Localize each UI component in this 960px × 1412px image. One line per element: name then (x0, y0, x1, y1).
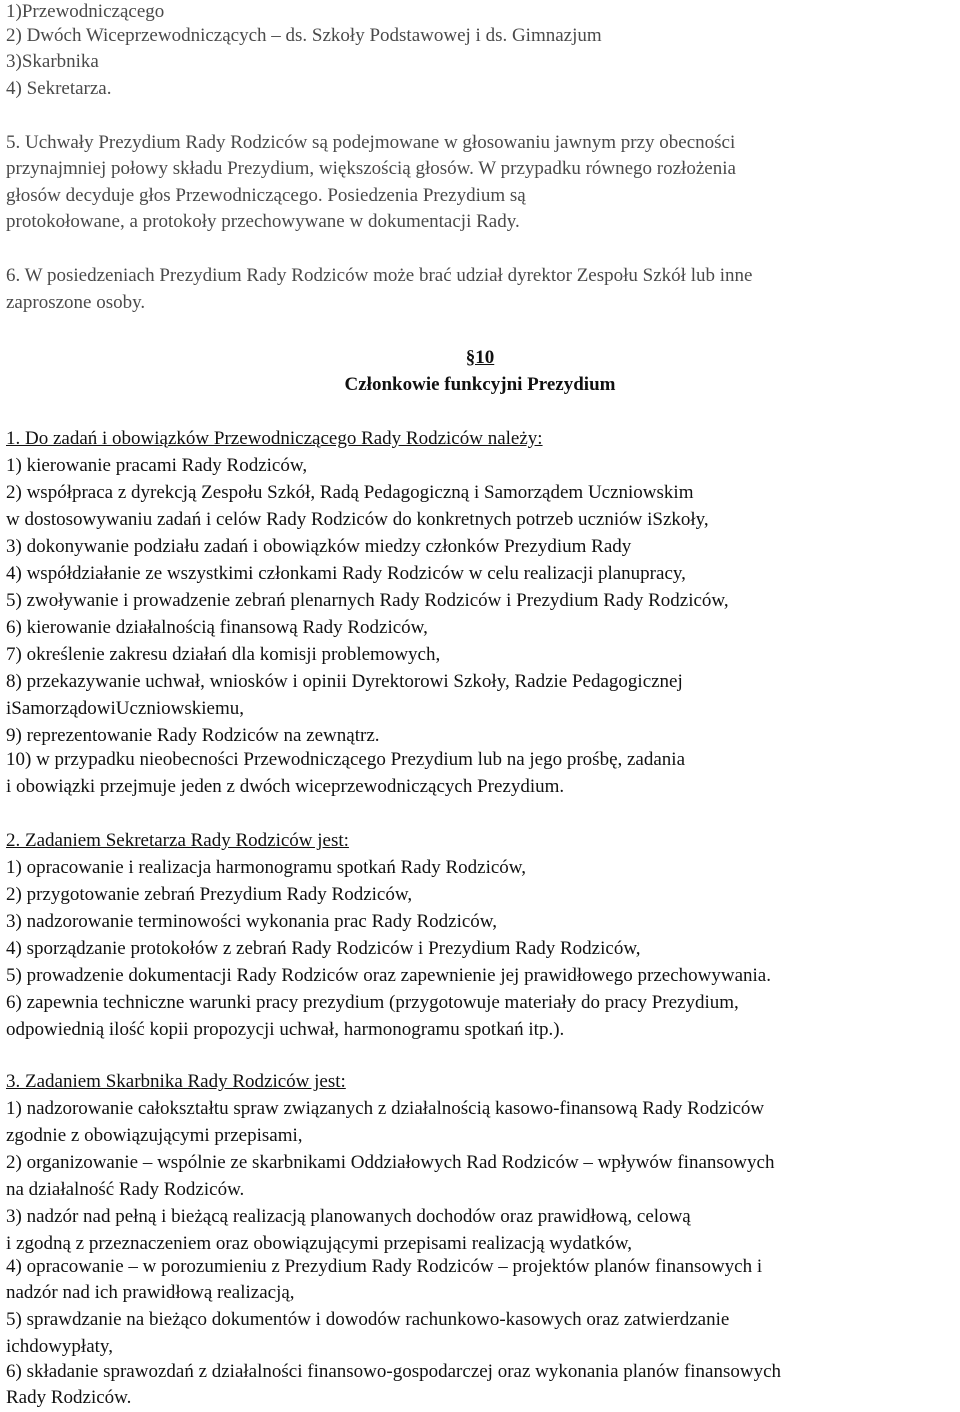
subsection-2-item: 4) sporządzanie protokołów z zebrań Rady Rodziców i Prezydium Rady Rodziców, (6, 938, 641, 959)
paragraph-5-line: protokołowane, a protokoły przechowywane w dokumentacji Rady. (6, 211, 520, 232)
subsection-3-item: ichdowypłaty, (6, 1336, 113, 1357)
subsection-3-item: 6) składanie sprawozdań z działalności finansowo-gospodarczej oraz wykonania planów finansowych (6, 1361, 782, 1382)
subsection-3-item: i zgodną z przeznaczeniem oraz obowiązującymi przepisami realizacją wydatków, (6, 1233, 632, 1254)
subsection-1-item: 1) kierowanie pracami Rady Rodziców, (6, 455, 308, 476)
subsection-1-item: 4) współdziałanie ze wszystkimi członkami Rady Rodziców w celu realizacji planupracy, (6, 563, 686, 584)
subsection-2-item: 3) nadzorowanie terminowości wykonania prac Rady Rodziców, (6, 911, 498, 932)
subsection-3-item: 3) nadzór nad pełną i bieżącą realizacją planowanych dochodów oraz prawidłową, celową (6, 1206, 691, 1227)
paragraph-6-line: zaproszone osoby. (6, 292, 146, 313)
subsection-1-item: 3) dokonywanie podziału zadań i obowiązków miedzy członków Prezydium Rady (6, 536, 632, 557)
subsection-2-item: 2) przygotowanie zebrań Prezydium Rady Rodziców, (6, 884, 413, 905)
list-item-przewodniczacy: 1)Przewodniczącego (6, 1, 165, 22)
subsection-2-item: 5) prowadzenie dokumentacji Rady Rodziców oraz zapewnienie jej prawidłowego przechowywania. (6, 965, 771, 986)
subsection-2-item: odpowiednią ilość kopii propozycji uchwał, harmonogramu spotkań itp.). (6, 1019, 565, 1040)
subsection-3-item: 5) sprawdzanie na bieżąco dokumentów i dowodów rachunkowo-kasowych oraz zatwierdzanie (6, 1309, 730, 1330)
subsection-3-item: 4) opracowanie – w porozumieniu z Prezydium Rady Rodziców – projektów planów finansowych i (6, 1256, 763, 1277)
subsection-1-item: 2) współpraca z dyrekcją Zespołu Szkół, Radą Pedagogiczną i Samorządem Uczniowskim (6, 482, 694, 503)
subsection-1-item: 6) kierowanie działalnością finansową Rady Rodziców, (6, 617, 428, 638)
subsection-1-item: 7) określenie zakresu działań dla komisji problemowych, (6, 644, 441, 665)
subsection-2-heading: 2. Zadaniem Sekretarza Rady Rodziców jest: (6, 830, 349, 851)
subsection-1-item: 10) w przypadku nieobecności Przewodniczącego Prezydium lub na jego prośbę, zadania (6, 749, 686, 770)
subsection-1-item: 9) reprezentowanie Rady Rodziców na zewnątrz. (6, 725, 380, 746)
subsection-3-item: na działalność Rady Rodziców. (6, 1179, 245, 1200)
paragraph-5-line: głosów decyduje głos Przewodniczącego. Posiedzenia Prezydium są (6, 185, 526, 206)
subsection-3-item: 1) nadzorowanie całokształtu spraw związanych z działalnością kasowo-finansową Rady Rodziców (6, 1098, 765, 1119)
subsection-3-item: nadzór nad ich prawidłową realizacją, (6, 1282, 295, 1303)
list-item-wiceprzewodniczacy: 2) Dwóch Wiceprzewodniczących – ds. Szkoły Podstawowej i ds. Gimnazjum (6, 25, 602, 46)
subsection-1-item: i obowiązki przejmuje jeden z dwóch wiceprzewodniczących Prezydium. (6, 776, 565, 797)
subsection-3-heading: 3. Zadaniem Skarbnika Rady Rodziców jest: (6, 1071, 346, 1092)
subsection-3-item: zgodnie z obowiązującymi przepisami, (6, 1125, 303, 1146)
section-number (0, 344, 960, 371)
paragraph-5-line: przynajmniej połowy składu Prezydium, większością głosów. W przypadku równego rozłożenia (6, 158, 736, 179)
subsection-1-item: w dostosowywaniu zadań i celów Rady Rodziców do konkretnych potrzeb uczniów iSzkoły, (6, 509, 709, 530)
section-number-text: §10 (465, 347, 495, 368)
paragraph-5-line: 5. Uchwały Prezydium Rady Rodziców są podejmowane w głosowaniu jawnym przy obecności (6, 132, 736, 153)
subsection-2-item: 6) zapewnia techniczne warunki pracy prezydium (przygotowuje materiały do pracy Prezydium, (6, 992, 739, 1013)
section-title: Członkowie funkcyjni Prezydium (344, 374, 616, 395)
subsection-2-item: 1) opracowanie i realizacja harmonogramu spotkań Rady Rodziców, (6, 857, 527, 878)
subsection-1-heading: 1. Do zadań i obowiązków Przewodniczącego Rady Rodziców należy: (6, 428, 543, 449)
subsection-1-item: 8) przekazywanie uchwał, wniosków i opinii Dyrektorowi Szkoły, Radzie Pedagogicznej (6, 671, 683, 692)
subsection-3-item: 2) organizowanie – wspólnie ze skarbnikami Oddziałowych Rad Rodziców – wpływów finansowych (6, 1152, 775, 1173)
subsection-3-item: Rady Rodziców. (6, 1387, 132, 1408)
list-item-sekretarz: 4) Sekretarza. (6, 78, 112, 99)
subsection-1-item: iSamorządowiUczniowskiemu, (6, 698, 244, 719)
paragraph-6-line: 6. W posiedzeniach Prezydium Rady Rodziców może brać udział dyrektor Zespołu Szkół lub inne (6, 265, 753, 286)
list-item-skarbnik: 3)Skarbnika (6, 51, 99, 72)
subsection-1-item: 5) zwoływanie i prowadzenie zebrań plenarnych Rady Rodziców i Prezydium Rady Rodziców, (6, 590, 729, 611)
